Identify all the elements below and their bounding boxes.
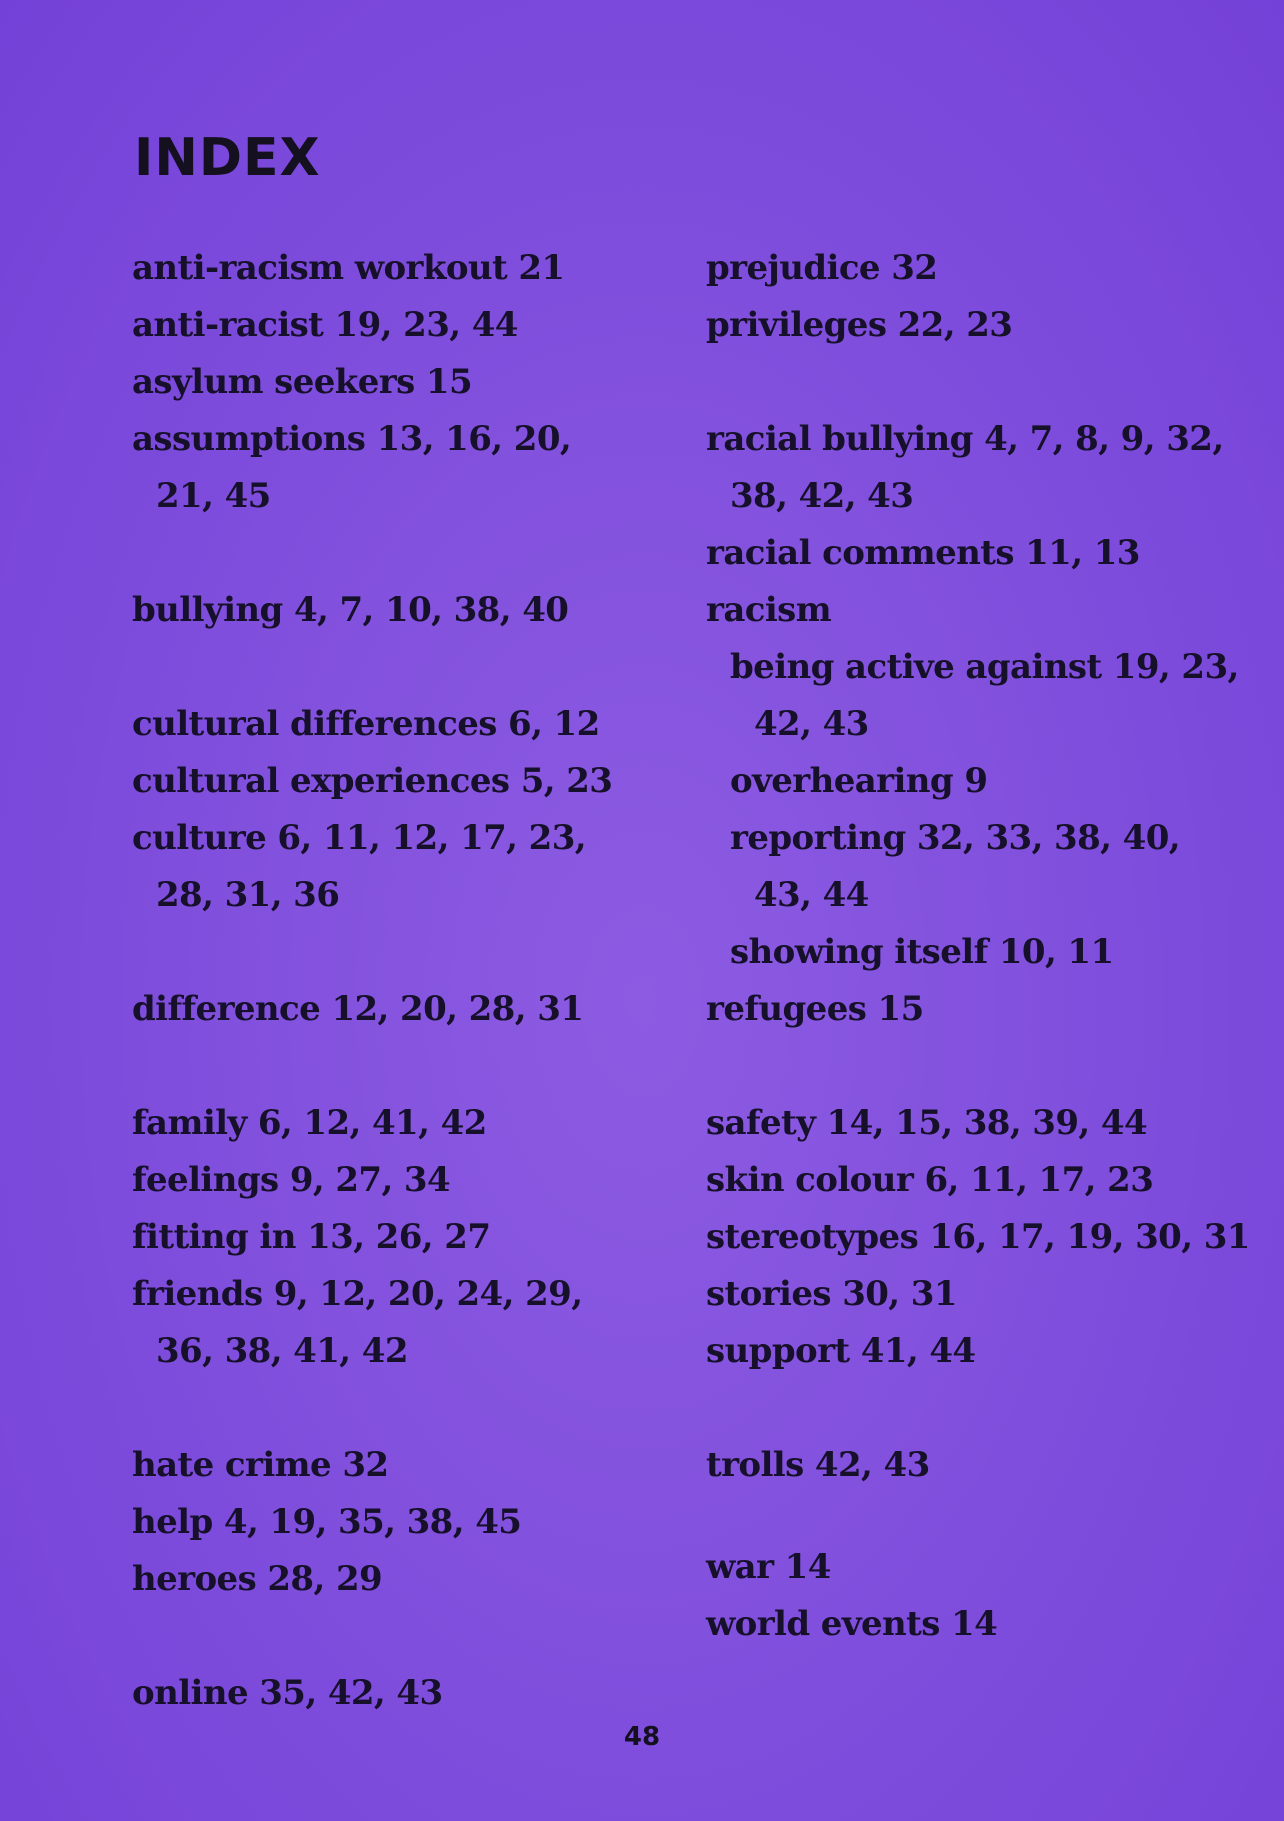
entry-term: fitting in bbox=[132, 1217, 296, 1257]
index-column-left bbox=[132, 240, 652, 1722]
entry-pages: 6, 11, 12, 17, 23, bbox=[277, 818, 587, 858]
index-entry bbox=[132, 297, 652, 354]
entry-term: overhearing bbox=[730, 761, 954, 801]
index-entry bbox=[706, 981, 1266, 1038]
index-entry bbox=[706, 1209, 1266, 1266]
index-entry-continuation bbox=[132, 1323, 652, 1380]
entry-pages: 35, 42, 43 bbox=[259, 1673, 443, 1713]
entry-pages: 36, 38, 41, 42 bbox=[156, 1331, 408, 1371]
letter-group-gap bbox=[132, 525, 652, 582]
index-entry bbox=[132, 1665, 652, 1722]
letter-group-gap bbox=[132, 1038, 652, 1095]
entry-term: asylum seekers bbox=[132, 362, 415, 402]
index-entry bbox=[706, 1323, 1266, 1380]
index-entry bbox=[132, 354, 652, 411]
entry-pages: 32 bbox=[891, 248, 938, 288]
index-entry bbox=[132, 1266, 652, 1323]
entry-pages: 38, 42, 43 bbox=[730, 476, 914, 516]
entry-pages: 4, 7, 8, 9, 32, bbox=[984, 419, 1224, 459]
letter-group-gap bbox=[132, 1380, 652, 1437]
entry-term: heroes bbox=[132, 1559, 257, 1599]
entry-pages: 41, 44 bbox=[860, 1331, 976, 1371]
entry-pages: 5, 23 bbox=[520, 761, 613, 801]
index-entry bbox=[706, 1095, 1266, 1152]
entry-term: hate crime bbox=[132, 1445, 332, 1485]
index-entry bbox=[706, 1266, 1266, 1323]
index-entry bbox=[132, 582, 652, 639]
letter-group-gap bbox=[706, 1380, 1266, 1437]
letter-group-gap bbox=[706, 1038, 1266, 1095]
index-entry bbox=[132, 1551, 652, 1608]
entry-pages: 9, 27, 34 bbox=[289, 1160, 451, 1200]
entry-pages: 43, 44 bbox=[754, 875, 869, 915]
entry-pages: 9 bbox=[964, 761, 988, 801]
entry-pages: 28, 29 bbox=[267, 1559, 383, 1599]
index-subentry bbox=[706, 924, 1266, 981]
entry-term: skin colour bbox=[706, 1160, 914, 1200]
entry-pages: 42, 43 bbox=[814, 1445, 930, 1485]
index-entry bbox=[132, 810, 652, 867]
entry-term: family bbox=[132, 1103, 247, 1143]
entry-pages: 16, 17, 19, 30, 31 bbox=[929, 1217, 1250, 1257]
entry-pages: 4, 19, 35, 38, 45 bbox=[223, 1502, 522, 1542]
entry-term: friends bbox=[132, 1274, 263, 1314]
index-entry bbox=[706, 240, 1266, 297]
entry-term: showing itself bbox=[730, 932, 988, 972]
entry-pages: 22, 23 bbox=[897, 305, 1013, 345]
index-entry bbox=[706, 1437, 1266, 1494]
index-subentry bbox=[706, 810, 1266, 867]
entry-pages: 19, 23, bbox=[1112, 647, 1239, 687]
entry-term: assumptions bbox=[132, 419, 366, 459]
entry-term: help bbox=[132, 1502, 213, 1542]
index-entry bbox=[706, 1539, 1266, 1596]
index-entry bbox=[132, 981, 652, 1038]
letter-group-gap bbox=[706, 1494, 1266, 1539]
entry-term: online bbox=[132, 1673, 248, 1713]
entry-pages: 19, 23, 44 bbox=[334, 305, 518, 345]
letter-group-gap bbox=[132, 1608, 652, 1665]
entry-pages: 11, 13 bbox=[1025, 533, 1140, 573]
entry-pages: 21 bbox=[518, 248, 565, 288]
entry-term: feelings bbox=[132, 1160, 279, 1200]
index-entry bbox=[706, 1152, 1266, 1209]
entry-pages: 30, 31 bbox=[842, 1274, 957, 1314]
index-entry bbox=[132, 1095, 652, 1152]
entry-pages: 10, 11 bbox=[998, 932, 1114, 972]
entry-term: bullying bbox=[132, 590, 283, 630]
index-entry bbox=[132, 696, 652, 753]
letter-group-gap bbox=[132, 639, 652, 696]
index-entry bbox=[132, 1152, 652, 1209]
entry-pages: 42, 43 bbox=[754, 704, 869, 744]
index-subentry bbox=[706, 639, 1266, 696]
letter-group-gap bbox=[706, 354, 1266, 411]
entry-term: stereotypes bbox=[706, 1217, 919, 1257]
entry-term: being active against bbox=[730, 647, 1102, 687]
entry-term: anti-racism workout bbox=[132, 248, 508, 288]
entry-pages: 13, 16, 20, bbox=[376, 419, 572, 459]
entry-term: world events bbox=[706, 1604, 940, 1644]
index-entry bbox=[132, 1437, 652, 1494]
entry-term: cultural experiences bbox=[132, 761, 510, 801]
index-column-right bbox=[706, 240, 1266, 1653]
entry-term: stories bbox=[706, 1274, 831, 1314]
entry-pages: 6, 12, 41, 42 bbox=[257, 1103, 487, 1143]
entry-term: refugees bbox=[706, 989, 867, 1029]
page-title: INDEX bbox=[134, 128, 321, 188]
index-entry-continuation bbox=[706, 867, 1266, 924]
entry-term: privileges bbox=[706, 305, 887, 345]
index-entry bbox=[706, 411, 1266, 468]
entry-pages: 12, 20, 28, 31 bbox=[331, 989, 584, 1029]
index-entry-continuation bbox=[706, 696, 1266, 753]
index-entry bbox=[132, 240, 652, 297]
index-entry bbox=[132, 1494, 652, 1551]
entry-pages: 13, 26, 27 bbox=[307, 1217, 491, 1257]
entry-term: racism bbox=[706, 590, 832, 630]
entry-term: war bbox=[706, 1547, 774, 1587]
index-subentry bbox=[706, 753, 1266, 810]
index-entry-continuation bbox=[132, 468, 652, 525]
entry-pages: 14 bbox=[784, 1547, 831, 1587]
entry-pages: 32 bbox=[342, 1445, 389, 1485]
index-entry bbox=[706, 525, 1266, 582]
entry-term: cultural differences bbox=[132, 704, 497, 744]
entry-pages: 6, 11, 17, 23 bbox=[924, 1160, 1154, 1200]
entry-term: culture bbox=[132, 818, 267, 858]
letter-group-gap bbox=[132, 924, 652, 981]
index-entry bbox=[132, 411, 652, 468]
entry-pages: 4, 7, 10, 38, 40 bbox=[293, 590, 569, 630]
entry-term: reporting bbox=[730, 818, 906, 858]
entry-pages: 15 bbox=[425, 362, 473, 402]
entry-pages: 14, 15, 38, 39, 44 bbox=[826, 1103, 1148, 1143]
index-entry bbox=[132, 1209, 652, 1266]
entry-term: difference bbox=[132, 989, 321, 1029]
entry-term: racial bullying bbox=[706, 419, 973, 459]
index-entry bbox=[706, 1596, 1266, 1653]
entry-pages: 21, 45 bbox=[156, 476, 271, 516]
index-entry bbox=[706, 297, 1266, 354]
entry-pages: 9, 12, 20, 24, 29, bbox=[273, 1274, 583, 1314]
entry-term: racial comments bbox=[706, 533, 1014, 573]
entry-term: anti-racist bbox=[132, 305, 324, 345]
entry-term: safety bbox=[706, 1103, 816, 1143]
entry-pages: 14 bbox=[951, 1604, 998, 1644]
entry-pages: 6, 12 bbox=[508, 704, 600, 744]
entry-pages: 32, 33, 38, 40, bbox=[916, 818, 1180, 858]
entry-pages: 15 bbox=[877, 989, 924, 1029]
entry-pages: 28, 31, 36 bbox=[156, 875, 340, 915]
index-entry bbox=[706, 582, 1266, 639]
index-entry-continuation bbox=[706, 468, 1266, 525]
entry-term: prejudice bbox=[706, 248, 880, 288]
index-entry bbox=[132, 753, 652, 810]
index-entry-continuation bbox=[132, 867, 652, 924]
entry-term: trolls bbox=[706, 1445, 804, 1485]
page-number: 48 bbox=[623, 1722, 661, 1752]
entry-term: support bbox=[706, 1331, 850, 1371]
